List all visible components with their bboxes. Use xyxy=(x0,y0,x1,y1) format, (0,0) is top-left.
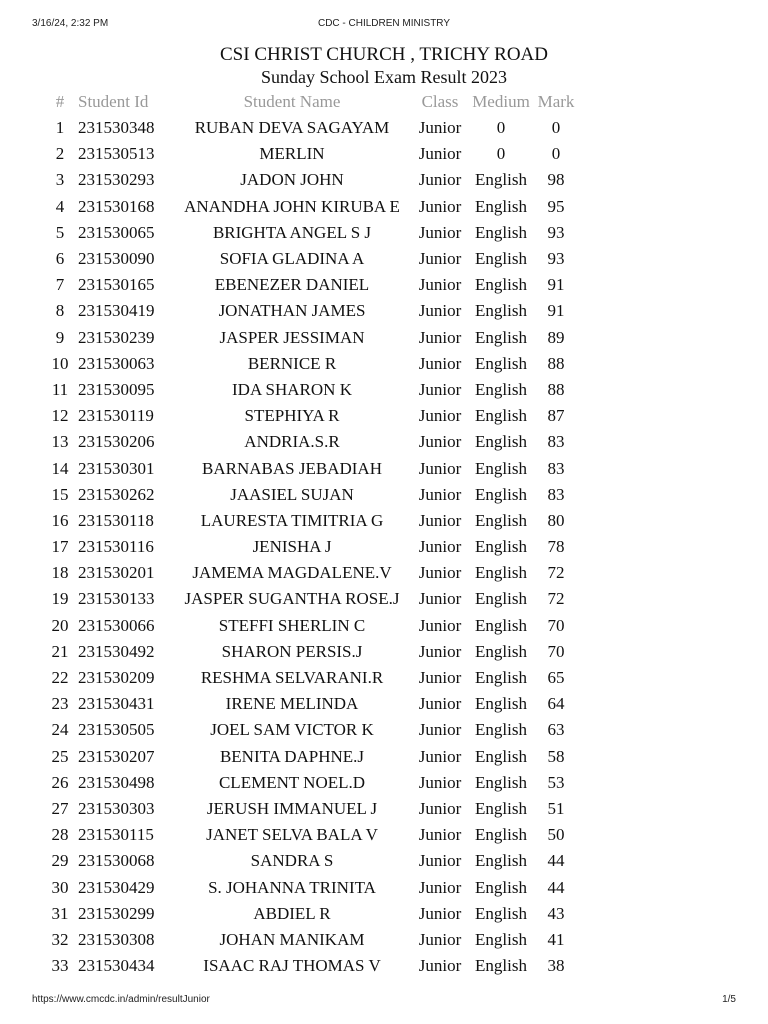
table-row xyxy=(46,717,576,743)
medium-cell: English xyxy=(475,641,527,661)
student-name: ANDRIA.S.R xyxy=(244,432,340,452)
table-row xyxy=(46,744,576,770)
table-row xyxy=(46,167,576,193)
medium-cell: English xyxy=(475,379,527,399)
table-row xyxy=(46,115,576,141)
mark-cell: 65 xyxy=(547,668,565,688)
medium-cell: English xyxy=(475,432,527,452)
class-cell: Junior xyxy=(418,772,462,792)
medium-cell: English xyxy=(475,484,527,504)
class-cell: Junior xyxy=(418,641,462,661)
table-row xyxy=(46,351,576,377)
header-medium: Medium xyxy=(472,92,530,111)
row-number: 20 xyxy=(51,615,69,635)
row-number: 22 xyxy=(51,668,69,688)
class-cell: Junior xyxy=(418,720,462,740)
student-id: 231530206 xyxy=(78,432,155,452)
class-cell: Junior xyxy=(418,798,462,818)
student-name: IRENE MELINDA xyxy=(225,694,359,714)
row-number: 15 xyxy=(51,484,69,504)
row-number: 6 xyxy=(55,249,65,269)
student-id: 231530063 xyxy=(78,353,155,373)
table-row xyxy=(46,560,576,586)
table-row xyxy=(46,665,576,691)
student-id: 231530429 xyxy=(78,877,155,897)
mark-cell: 93 xyxy=(547,249,565,269)
student-id: 231530492 xyxy=(78,641,155,661)
student-name: IDA SHARON K xyxy=(232,379,352,399)
class-cell: Junior xyxy=(418,668,462,688)
mark-cell: 44 xyxy=(547,851,565,871)
mark-cell: 72 xyxy=(547,563,565,583)
row-number: 26 xyxy=(51,772,69,792)
class-cell: Junior xyxy=(418,615,462,635)
print-header xyxy=(32,18,736,32)
medium-cell: English xyxy=(475,537,527,557)
class-cell: Junior xyxy=(418,144,462,164)
table-row xyxy=(46,927,576,953)
medium-cell: English xyxy=(475,563,527,583)
print-footer xyxy=(32,994,736,1008)
student-id: 231530066 xyxy=(78,615,155,635)
mark-cell: 78 xyxy=(547,537,565,557)
row-number: 23 xyxy=(51,694,69,714)
student-name: JANET SELVA BALA V xyxy=(206,825,378,845)
class-cell: Junior xyxy=(418,327,462,347)
mark-cell: 87 xyxy=(547,406,565,426)
print-page-title: CDC - CHILDREN MINISTRY xyxy=(317,18,451,29)
class-cell: Junior xyxy=(418,170,462,190)
student-id: 231530513 xyxy=(78,144,155,164)
row-number: 1 xyxy=(55,118,65,138)
student-name: ANANDHA JOHN KIRUBA E xyxy=(184,196,400,216)
mark-cell: 38 xyxy=(547,956,565,976)
table-row xyxy=(46,455,576,481)
row-number: 5 xyxy=(55,222,65,242)
student-id: 231530116 xyxy=(78,537,154,557)
medium-cell: English xyxy=(475,746,527,766)
class-cell: Junior xyxy=(418,877,462,897)
class-cell: Junior xyxy=(418,301,462,321)
header-student-name: Student Name xyxy=(243,92,341,111)
student-id: 231530505 xyxy=(78,720,155,740)
student-name: BRIGHTA ANGEL S J xyxy=(212,222,372,242)
medium-cell: English xyxy=(475,825,527,845)
student-name: MERLIN xyxy=(259,144,325,164)
row-number: 17 xyxy=(51,537,69,557)
church-name-heading: CSI CHRIST CHURCH , TRICHY ROAD xyxy=(220,44,548,65)
table-row xyxy=(46,403,576,429)
row-number: 27 xyxy=(51,798,69,818)
student-id: 231530207 xyxy=(78,746,155,766)
student-id: 231530165 xyxy=(78,275,155,295)
student-name: CLEMENT NOEL.D xyxy=(218,772,366,792)
header-student-id: Student Id xyxy=(78,92,149,111)
student-id: 231530308 xyxy=(78,929,155,949)
class-cell: Junior xyxy=(418,353,462,373)
mark-cell: 93 xyxy=(547,222,565,242)
row-number: 33 xyxy=(51,956,69,976)
medium-cell: English xyxy=(475,929,527,949)
mark-cell: 43 xyxy=(547,903,565,923)
class-cell: Junior xyxy=(418,222,462,242)
table-row xyxy=(46,586,576,612)
student-name: RUBAN DEVA SAGAYAM xyxy=(194,118,390,138)
medium-cell: English xyxy=(475,275,527,295)
student-name: EBENEZER DANIEL xyxy=(214,275,370,295)
student-name: JASPER SUGANTHA ROSE.J xyxy=(184,589,400,609)
table-row xyxy=(46,822,576,848)
exam-result-subtitle: Sunday School Exam Result 2023 xyxy=(261,67,507,87)
mark-cell: 83 xyxy=(547,432,565,452)
table-row xyxy=(46,194,576,220)
class-cell: Junior xyxy=(418,379,462,399)
table-row xyxy=(46,639,576,665)
student-name: JASPER JESSIMAN xyxy=(219,327,365,347)
student-id: 231530133 xyxy=(78,589,155,609)
medium-cell: English xyxy=(475,249,527,269)
student-name: LAURESTA TIMITRIA G xyxy=(200,510,384,530)
table-row xyxy=(46,298,576,324)
table-row xyxy=(46,534,576,560)
mark-cell: 50 xyxy=(547,825,565,845)
student-id: 231530301 xyxy=(78,458,155,478)
row-number: 21 xyxy=(51,641,69,661)
row-number: 31 xyxy=(51,903,69,923)
medium-cell: English xyxy=(475,903,527,923)
mark-cell: 51 xyxy=(547,798,565,818)
student-name: ISAAC RAJ THOMAS V xyxy=(203,956,381,976)
student-name: S. JOHANNA TRINITA xyxy=(208,877,376,897)
student-id: 231530095 xyxy=(78,379,155,399)
student-name: JAASIEL SUJAN xyxy=(230,484,354,504)
medium-cell: 0 xyxy=(496,118,506,138)
table-row xyxy=(46,874,576,900)
mark-cell: 58 xyxy=(547,746,565,766)
student-id: 231530434 xyxy=(78,956,155,976)
medium-cell: English xyxy=(475,851,527,871)
student-name: BENITA DAPHNE.J xyxy=(219,746,365,766)
medium-cell: English xyxy=(475,956,527,976)
medium-cell: English xyxy=(475,406,527,426)
student-name: SANDRA S xyxy=(250,851,334,871)
medium-cell: English xyxy=(475,170,527,190)
medium-cell: English xyxy=(475,589,527,609)
class-cell: Junior xyxy=(418,825,462,845)
table-row xyxy=(46,770,576,796)
class-cell: Junior xyxy=(418,929,462,949)
mark-cell: 80 xyxy=(547,510,565,530)
row-number: 18 xyxy=(51,563,69,583)
medium-cell: English xyxy=(475,615,527,635)
student-id: 231530118 xyxy=(78,510,154,530)
table-row xyxy=(46,377,576,403)
header-mark: Mark xyxy=(537,92,575,111)
row-number: 32 xyxy=(51,929,69,949)
class-cell: Junior xyxy=(418,406,462,426)
class-cell: Junior xyxy=(418,118,462,138)
class-cell: Junior xyxy=(418,458,462,478)
student-id: 231530201 xyxy=(78,563,155,583)
mark-cell: 89 xyxy=(547,327,565,347)
table-row xyxy=(46,325,576,351)
table-row xyxy=(46,141,576,167)
class-cell: Junior xyxy=(418,537,462,557)
row-number: 9 xyxy=(55,327,65,347)
class-cell: Junior xyxy=(418,196,462,216)
page-number: 1/5 xyxy=(722,994,736,1005)
table-row xyxy=(46,691,576,717)
student-name: SHARON PERSIS.J xyxy=(221,641,363,661)
row-number: 13 xyxy=(51,432,69,452)
student-id: 231530209 xyxy=(78,668,155,688)
table-row xyxy=(46,246,576,272)
mark-cell: 0 xyxy=(551,144,561,164)
mark-cell: 98 xyxy=(547,170,565,190)
mark-cell: 64 xyxy=(547,694,565,714)
medium-cell: 0 xyxy=(496,144,506,164)
results-table xyxy=(46,89,576,979)
medium-cell: English xyxy=(475,301,527,321)
row-number: 4 xyxy=(55,196,65,216)
mark-cell: 41 xyxy=(547,929,565,949)
class-cell: Junior xyxy=(418,746,462,766)
table-row xyxy=(46,848,576,874)
mark-cell: 44 xyxy=(547,877,565,897)
student-id: 231530299 xyxy=(78,903,155,923)
mark-cell: 53 xyxy=(547,772,565,792)
row-number: 16 xyxy=(51,510,69,530)
table-row xyxy=(46,901,576,927)
class-cell: Junior xyxy=(418,851,462,871)
mark-cell: 95 xyxy=(547,196,565,216)
row-number: 10 xyxy=(51,353,69,373)
row-number: 2 xyxy=(55,144,65,164)
student-name: STEPHIYA R xyxy=(244,406,340,426)
mark-cell: 88 xyxy=(547,379,565,399)
row-number: 3 xyxy=(55,170,65,190)
student-name: SOFIA GLADINA A xyxy=(219,249,365,269)
header-number: # xyxy=(55,92,65,111)
student-id: 231530431 xyxy=(78,694,155,714)
class-cell: Junior xyxy=(418,903,462,923)
medium-cell: English xyxy=(475,222,527,242)
results-body xyxy=(46,115,576,979)
mark-cell: 83 xyxy=(547,484,565,504)
table-row xyxy=(46,220,576,246)
row-number: 8 xyxy=(55,301,65,321)
class-cell: Junior xyxy=(418,275,462,295)
mark-cell: 91 xyxy=(547,275,565,295)
table-header-row xyxy=(46,89,576,115)
mark-cell: 72 xyxy=(547,589,565,609)
student-id: 231530293 xyxy=(78,170,155,190)
row-number: 29 xyxy=(51,851,69,871)
student-id: 231530115 xyxy=(78,825,154,845)
medium-cell: English xyxy=(475,327,527,347)
student-name: JENISHA J xyxy=(252,537,332,557)
student-id: 231530090 xyxy=(78,249,155,269)
class-cell: Junior xyxy=(418,956,462,976)
row-number: 12 xyxy=(51,406,69,426)
mark-cell: 63 xyxy=(547,720,565,740)
mark-cell: 83 xyxy=(547,458,565,478)
print-date: 3/16/24, 2:32 PM xyxy=(32,18,109,29)
medium-cell: English xyxy=(475,720,527,740)
class-cell: Junior xyxy=(418,249,462,269)
row-number: 19 xyxy=(51,589,69,609)
row-number: 30 xyxy=(51,877,69,897)
class-cell: Junior xyxy=(418,589,462,609)
student-name: JADON JOHN xyxy=(240,170,344,190)
table-row xyxy=(46,613,576,639)
class-cell: Junior xyxy=(418,510,462,530)
student-id: 231530065 xyxy=(78,222,155,242)
student-id: 231530262 xyxy=(78,484,155,504)
student-name: JERUSH IMMANUEL J xyxy=(206,798,378,818)
student-id: 231530303 xyxy=(78,798,155,818)
class-cell: Junior xyxy=(418,432,462,452)
table-row xyxy=(46,429,576,455)
student-name: JAMEMA MAGDALENE.V xyxy=(192,563,392,583)
row-number: 28 xyxy=(51,825,69,845)
header-class: Class xyxy=(421,92,459,111)
medium-cell: English xyxy=(475,772,527,792)
mark-cell: 70 xyxy=(547,615,565,635)
medium-cell: English xyxy=(475,668,527,688)
student-name: JOEL SAM VICTOR K xyxy=(210,720,374,740)
medium-cell: English xyxy=(475,196,527,216)
table-row xyxy=(46,796,576,822)
row-number: 25 xyxy=(51,746,69,766)
table-row xyxy=(46,508,576,534)
student-id: 231530348 xyxy=(78,118,155,138)
student-id: 231530419 xyxy=(78,301,155,321)
medium-cell: English xyxy=(475,798,527,818)
medium-cell: English xyxy=(475,353,527,373)
table-row xyxy=(46,482,576,508)
row-number: 24 xyxy=(51,720,69,740)
row-number: 11 xyxy=(51,379,69,399)
class-cell: Junior xyxy=(418,563,462,583)
student-id: 231530239 xyxy=(78,327,155,347)
mark-cell: 88 xyxy=(547,353,565,373)
medium-cell: English xyxy=(475,510,527,530)
student-name: BERNICE R xyxy=(247,353,337,373)
medium-cell: English xyxy=(475,458,527,478)
student-name: ABDIEL R xyxy=(253,903,331,923)
student-id: 231530119 xyxy=(78,406,154,426)
class-cell: Junior xyxy=(418,484,462,504)
row-number: 14 xyxy=(51,458,69,478)
mark-cell: 0 xyxy=(551,118,561,138)
student-name: JOHAN MANIKAM xyxy=(219,929,365,949)
student-name: STEFFI SHERLIN C xyxy=(218,615,366,635)
medium-cell: English xyxy=(475,694,527,714)
mark-cell: 70 xyxy=(547,641,565,661)
class-cell: Junior xyxy=(418,694,462,714)
mark-cell: 91 xyxy=(547,301,565,321)
student-id: 231530168 xyxy=(78,196,155,216)
student-id: 231530068 xyxy=(78,851,155,871)
medium-cell: English xyxy=(475,877,527,897)
student-name: RESHMA SELVARANI.R xyxy=(200,668,384,688)
student-name: JONATHAN JAMES xyxy=(218,301,366,321)
table-row xyxy=(46,953,576,979)
table-row xyxy=(46,272,576,298)
print-url: https://www.cmcdc.in/admin/resultJunior xyxy=(32,994,210,1005)
row-number: 7 xyxy=(55,275,65,295)
student-name: BARNABAS JEBADIAH xyxy=(202,458,382,478)
student-id: 231530498 xyxy=(78,772,155,792)
